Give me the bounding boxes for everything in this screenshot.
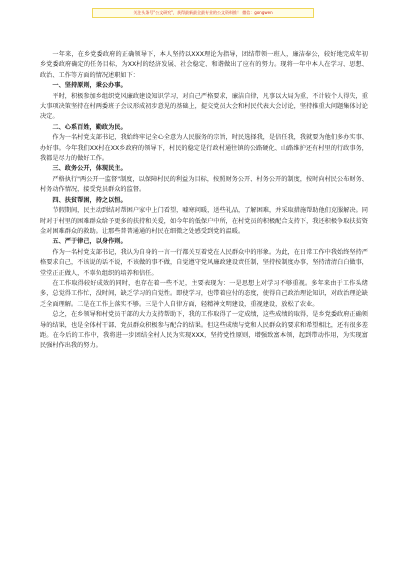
header-banner (92, 8, 314, 18)
intro-paragraph: 一年来，在乡党委政府的正确领导下，本人坚持以XXX理论为指导，团结带领一班人，廉洁奉公，较好地完成年初乡党委政府确定的任务目标，为XX村的经济发展、社会稳定、和谐做出了应有的努力。现将一年中本人在学习、思想、政治、工作等方面的情况述职如下： (40, 51, 368, 79)
section-5-paragraph-2: 在工作取得较好成效的同时，也存在着一些不足，主要表现为：一是思想上对学习不够重视。多年来由于工作头绪多，总觉得工作忙，没时间，缺乏学习的自觉性。即使学习，也带着应付的态度，使得自己政治理论知识，对政治理论缺乏全面理解。二是在工作上落实不够。三是个人自律方面，轻精神文明建设，重视建设，放松了农业。 (40, 279, 368, 308)
banner-text: 关注头条号"公文研究"，获得最新最全最专业的公文资料推！ 微信：gongwen (133, 10, 273, 15)
section-5-paragraph-1: 作为一名村党支部书记，我认为自身的一言一行都关互着党在人民群众中的形象。为此，在日常工作中我始终坚持严格要求自己，不该说的话不说，不该做的事不做，自觉遵守党风廉政建设责任制，坚持按制度办事，坚持清清白白做事，堂堂正正做人，不辜负组织的培养和信任。 (40, 248, 368, 277)
document-body (40, 50, 368, 352)
section-3-heading: 三、政务公开，体现民主。 (52, 165, 127, 173)
section-5-paragraph-3: 总之，在乡领导和村党员干部的大力支持帮助下，我的工作取得了一定成绩，这些成绩的取得，是乡党委政府正确领导的结果，也是全体村干部、党员群众积极参与配合的结果。但这些成绩与党和人民群众的要求和希望相比，还有很多差距。在今后的工作中，我将进一步团结全村人民为实现XXX，坚持党性原则，增强致富本领，起到带动作用，为实现富民强村作出我的努力。 (40, 311, 368, 350)
section-2-heading: 二、心系百姓，勤政为民。 (52, 123, 127, 131)
section-5-heading: 五、严于律己，以身作则。 (52, 238, 127, 246)
section-4-paragraph: 节假期间，民主动到结对帮困户家中上门看望，嘘寒问暖，送些礼品，了解困难，并采取措施帮助他们克服解决。同时对于村里的困难群众给予更多的扶持和关爱，如今年的低保户中所，在村党员的积极配合支持下，我还积极争取扶贫资金对困难群众的救助。让那些普普通通的村民在细微之处感受到党的温暖。 (40, 207, 368, 235)
section-3-paragraph: 严格执行"两公开一监督"制度，以保障村民的利益为目标，按照财务公开、村务公开的制度，按时向村民公布财务、村务动作情况，接受党员群众的监督。 (40, 175, 368, 194)
section-2-paragraph: 作为一名村党支部书记，我始终牢记全心全意为人民服务的宗旨，时民选择我，是信任我，我就要为他们多办实事、办好事。今年我们XX村在XX乡政府的领导下，村民的稳定是行政村通往镇的公路硬化、山路维护还有村里的行政事务，我都是尽力的做好工作。 (40, 134, 368, 163)
section-1-heading: 一、坚持原则，秉公办事。 (52, 82, 127, 90)
section-4-heading: 四、扶贫帮困，持之以恒。 (52, 196, 127, 204)
section-1-paragraph: 平时，积极参加乡组织党风廉政建设知识学习，对自己严格要求，廉洁自律，凡事以大局为重，不计较个人得失，重大事项决策坚持在村两委班子会议形成初步意见的基础上，提交党员大会和村民代表大会讨论，坚持推重大问题集体讨论决定。 (40, 92, 368, 121)
